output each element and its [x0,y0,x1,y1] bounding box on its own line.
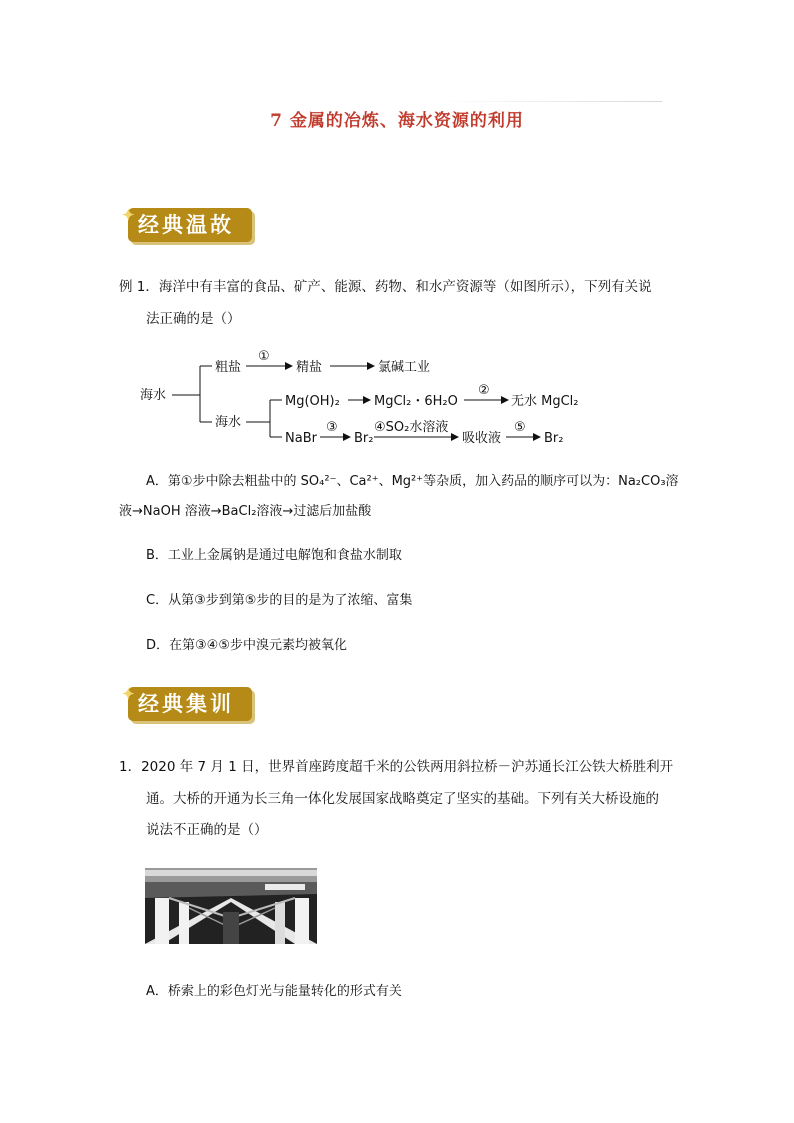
flow-step1: ① [258,349,270,364]
badge-label: 经典集训 [138,691,234,716]
flow-nabr: NaBr [285,431,317,446]
flow-step4: ④SO₂水溶液 [374,420,449,435]
flow-step2: ② [478,383,490,398]
option-d: D．在第③④⑤步中溴元素均被氧化 [146,638,347,653]
flow-absorb: 吸收液 [462,431,502,446]
question1-line2: 通。大桥的开通为长三角一体化发展国家战略奠定了坚实的基础。下列有关大桥设施的 [146,791,659,807]
flow-br2a: Br₂ [354,431,374,446]
example-line2: 法正确的是（） [146,311,241,327]
star-icon: ✦ [122,206,138,224]
flow-diagram [130,342,600,452]
flow-mgoh2: Mg(OH)₂ [285,394,340,409]
flow-anhydrous: 无水 MgCl₂ [511,394,579,409]
title-rule [440,101,662,102]
option-a-line1: A．第①步中除去粗盐中的 SO₄²⁻、Ca²⁺、Mg²⁺等杂质，加入药品的顺序可以为：Na₂CO₃溶 [146,474,679,489]
section-badge-review [122,206,252,242]
badge-label: 经典温故 [138,212,234,237]
bridge-photo [145,868,317,944]
star-icon: ✦ [122,685,138,703]
flow-br2b: Br₂ [544,431,564,446]
flow-seawater: 海水 [215,415,242,430]
flow-chlor-alkali: 氯碱工业 [378,360,431,375]
option-b: B．工业上金属钠是通过电解饱和食盐水制取 [146,548,402,563]
flow-step3: ③ [326,420,338,435]
question1-line1: 1．2020 年 7 月 1 日，世界首座跨度超千米的公铁两用斜拉桥－沪苏通长江公铁大桥胜利开 [119,759,674,775]
flow-fine-salt: 精盐 [296,360,323,375]
option-a-line2: 液→NaOH 溶液→BaCl₂溶液→过滤后加盐酸 [119,504,372,519]
flow-crude-salt: 粗盐 [215,360,242,375]
section-badge-practice [122,685,252,721]
flow-mgcl2: MgCl₂・6H₂O [374,394,458,409]
question1-line3: 说法不正确的是（） [146,822,268,838]
flow-root: 海水 [140,388,167,403]
option-c: C．从第③步到第⑤步的目的是为了浓缩、富集 [146,593,413,608]
page-title: 7 金属的冶炼、海水资源的利用 [270,111,524,131]
flow-step5: ⑤ [514,420,526,435]
question1-option-a: A．桥索上的彩色灯光与能量转化的形式有关 [146,984,402,999]
example-line1: 例 1．海洋中有丰富的食品、矿产、能源、药物、和水产资源等（如图所示），下列有关说 [119,279,652,295]
